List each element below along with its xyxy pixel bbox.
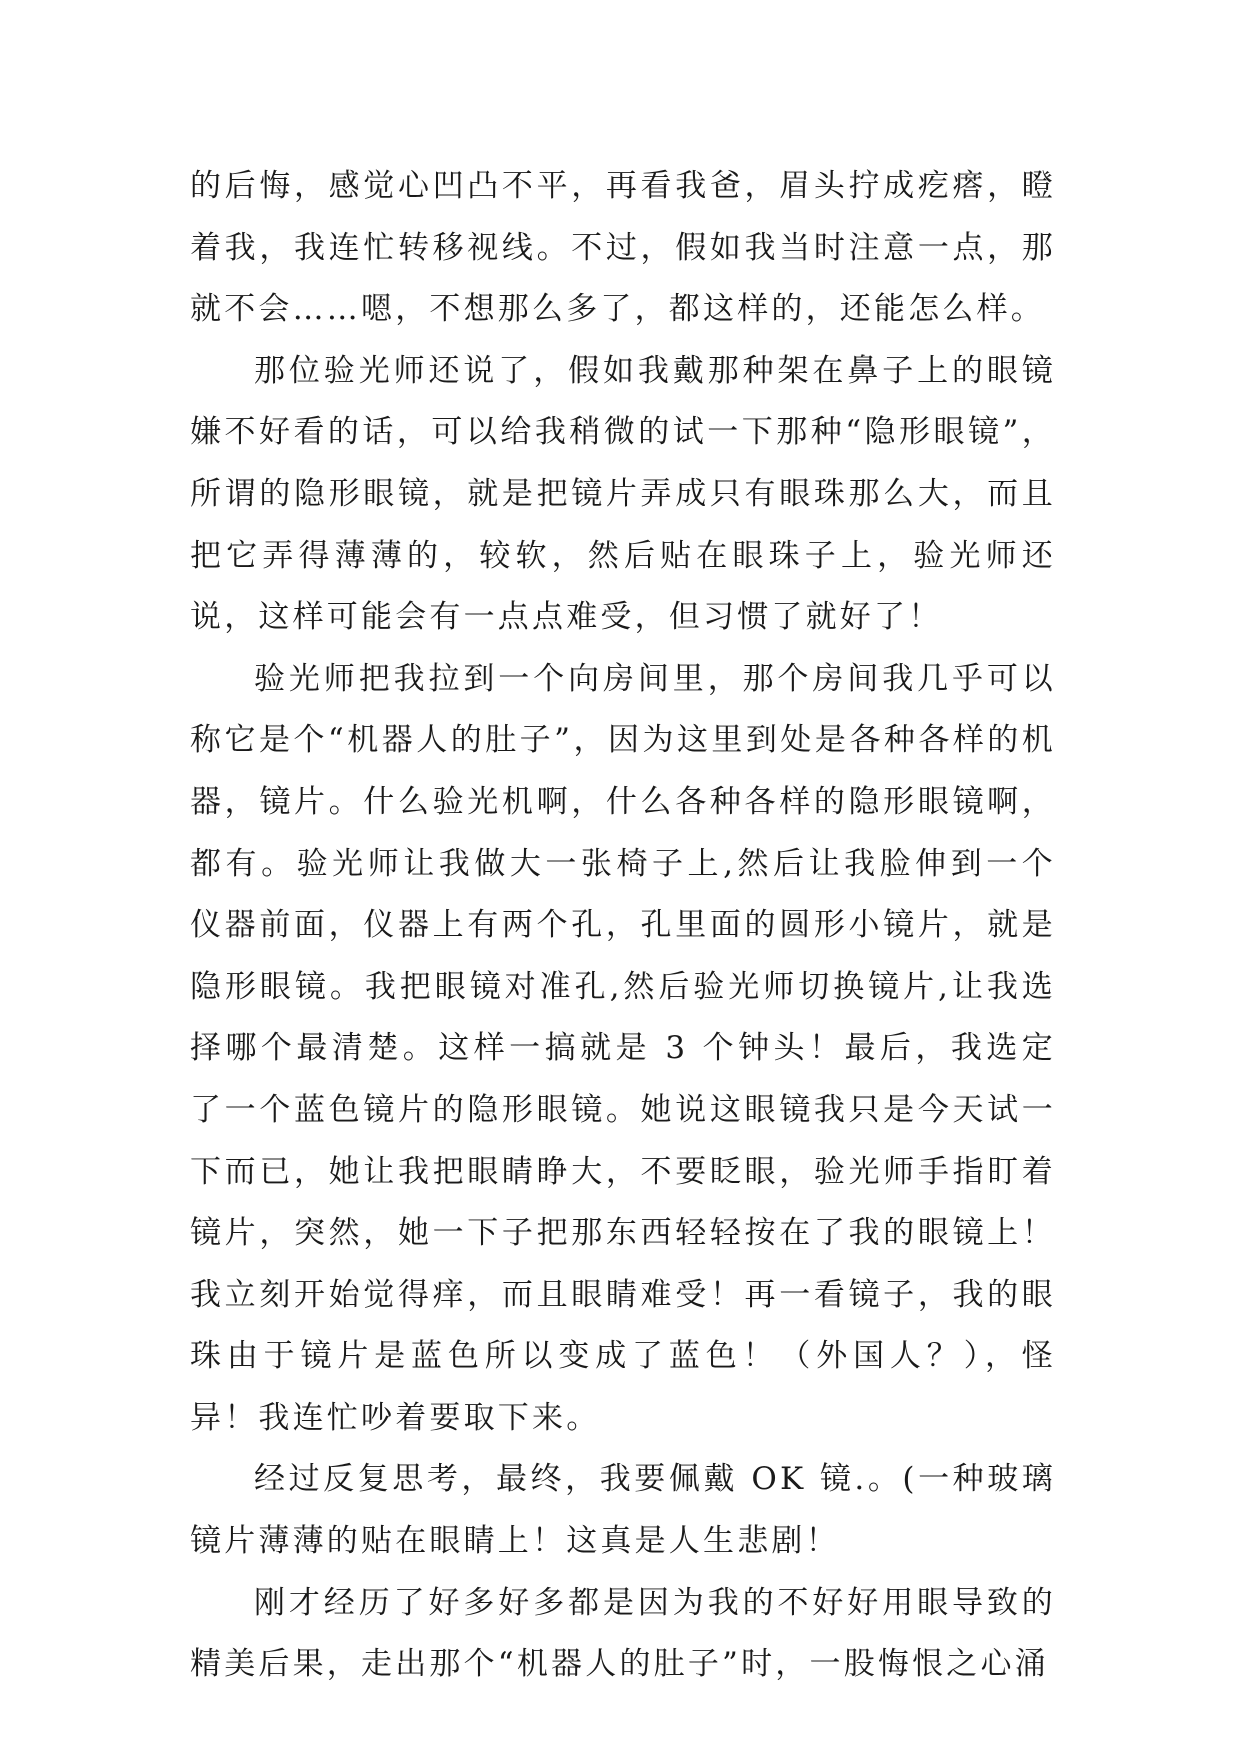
paragraph-5: 刚才经历了好多好多都是因为我的不好好用眼导致的精美后果，走出那个“机器人的肚子”时，一股悔恨之心涌	[190, 1584, 1056, 1683]
paragraph-1: 的后悔，感觉心凹凸不平，再看我爸，眉头拧成疙瘩，瞪着我，我连忙转移视线。不过，假如我当时注意一点，那就不会……嗯，不想那么多了，都这样的，还能怎么样。	[190, 168, 1056, 328]
paragraph-3: 验光师把我拉到一个向房间里，那个房间我几乎可以称它是个“机器人的肚子”，因为这里到处是各种各样的机器，镜片。什么验光机啊，什么各种各样的隐形眼镜啊，都有。验光师让我做大一张椅子上,然后让我脸伸到一个仪器前面，仪器上有两个孔，孔里面的圆形小镜片，就是隐形眼镜。我把眼镜对准孔,然后验光师切换镜片,让我选择哪个最清楚。这样一搞就是 3 个钟头！最后，我选定了一个蓝色镜片的隐形眼镜。她说这眼镜我只是今天试一下而已，她让我把眼睛睁大，不要眨眼，验光师手指盯着镜片，突然，她一下子把那东西轻轻按在了我的眼镜上！我立刻开始觉得痒，而且眼睛难受！再一看镜子，我的眼珠由于镜片是蓝色所以变成了蓝色！（外国人？），怪异！我连忙吵着要取下来。	[190, 660, 1056, 1436]
document-body	[190, 156, 1056, 1696]
paragraph-4: 经过反复思考，最终，我要佩戴 OK 镜.。(一种玻璃镜片薄薄的贴在眼睛上！这真是人生悲剧！	[190, 1461, 1056, 1560]
paragraph-2: 那位验光师还说了，假如我戴那种架在鼻子上的眼镜嫌不好看的话，可以给我稍微的试一下那种“隐形眼镜”，所谓的隐形眼镜，就是把镜片弄成只有眼珠那么大，而且把它弄得薄薄的，较软，然后贴在眼珠子上，验光师还说，这样可能会有一点点难受，但习惯了就好了！	[190, 352, 1056, 636]
